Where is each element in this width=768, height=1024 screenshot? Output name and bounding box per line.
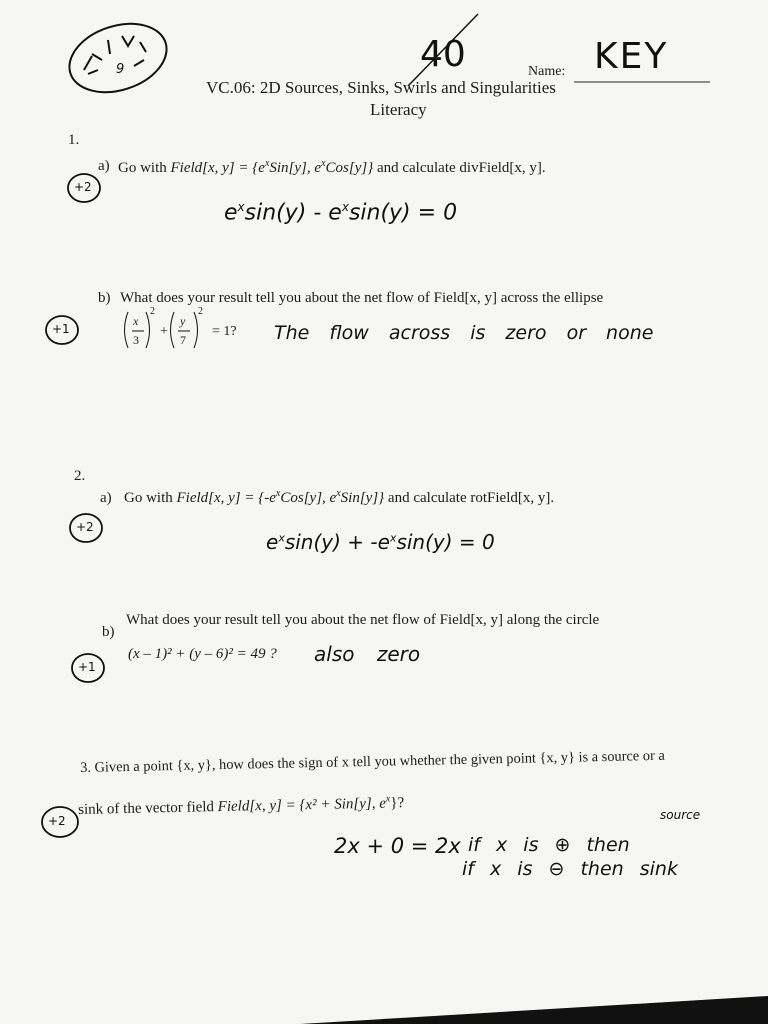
q2-number: 2. [74, 468, 86, 484]
q1a-label: a) [98, 158, 110, 174]
name-label: Name: [528, 64, 566, 79]
frac-3: 3 [133, 333, 139, 347]
frac-x: x [133, 314, 139, 328]
q1b-label: b) [98, 290, 111, 306]
q3-text-line1: 3. Given a point {x, y}, how does the sign of x tell you whether the given point {x, y} is a source or a [80, 747, 665, 776]
q1b-equation-rhs: = 1? [212, 324, 237, 339]
grade-mark: 40 [420, 34, 466, 75]
q2b-answer: also zero [314, 642, 421, 666]
exp-2a: 2 [150, 306, 155, 317]
page-subtitle: Literacy [370, 100, 427, 119]
doodle-circle [61, 12, 176, 104]
bottom-shadow [300, 996, 768, 1024]
q2a-label: a) [100, 490, 112, 506]
q2a-answer: $e^x\sin(y) + -e^x\sin(y) = 0$ [266, 530, 495, 554]
q3-text-line2: sink of the vector field Field[x, y] = {x² + Sin[y], $e^x$}? [78, 793, 405, 818]
q1b-text: What does your result tell you about the net flow of Field[x, y] across the ellipse [120, 290, 604, 306]
q3-answer-if-negative: if x is ⊖ then sink [462, 858, 678, 880]
frac-7: 7 [180, 333, 186, 347]
q2b-points: +1 [78, 660, 96, 674]
q1b-answer: The flow across is zero or none [274, 322, 654, 344]
page-title: VC.06: 2D Sources, Sinks, Swirls and Singularities [206, 78, 556, 97]
q2b-label: b) [102, 624, 115, 640]
margin-doodle-text: 9 [116, 62, 125, 77]
name-value: KEY [594, 36, 669, 77]
q2a-text: Go with Field[x, $y] = \{-e^xCos[y]$, $e^xSin[y]$} and calculate rotField[x, y]. [124, 488, 555, 506]
q1a-points: +2 [74, 180, 92, 194]
q2b-equation: (x – 1)² + (y – 6)² = 49 ? [128, 646, 277, 662]
frac-y: y [180, 314, 186, 328]
q2b-text: What does your result tell you about the net flow of Field[x, y] along the circle [126, 612, 600, 628]
q1b-points: +1 [52, 322, 70, 336]
q3-answer-if-positive: if x is ⊕ then [468, 834, 630, 856]
exp-2b: 2 [198, 306, 203, 317]
q1a-answer: $e^x\sin(y) - e^x\sin(y) = 0$ [224, 200, 458, 226]
q1-number: 1. [68, 132, 80, 148]
q3-points: +2 [48, 814, 66, 828]
plus-sign: + [160, 324, 168, 339]
q2a-points: +2 [76, 520, 94, 534]
q3-answer-source: source [660, 808, 701, 822]
q1a-text: Go with Field[x, $y] = \{e^xSin[y]$, $e^xCos[y]$} and calculate divField[x, y]. [118, 158, 546, 176]
q3-answer-work: 2x + 0 = 2x [334, 834, 461, 858]
